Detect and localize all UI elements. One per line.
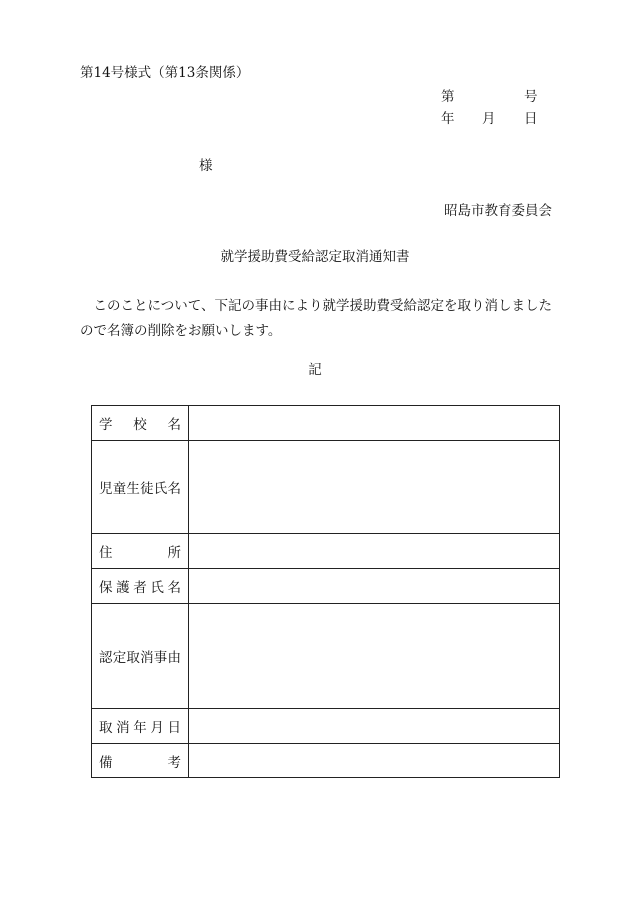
table-row-address	[92, 534, 560, 569]
label-char: 定	[112, 650, 127, 666]
label-char: 月	[150, 720, 164, 736]
table-row-cancel-date	[92, 709, 560, 744]
label-char: 住	[99, 545, 113, 561]
addressee-honorific: 様	[199, 158, 213, 174]
label-char: 備	[99, 754, 113, 771]
document-number-prefix: 第	[441, 89, 455, 105]
label-char: 考	[167, 754, 181, 771]
label-cancel-reason	[92, 604, 189, 709]
label-char: 事	[153, 650, 168, 666]
label-char: 氏	[153, 481, 168, 497]
body-text: このことについて、下記の事由により就学援助費受給認定を取り消しましたので名簿の削除をお願いします。	[80, 298, 552, 339]
label-remarks	[92, 744, 189, 778]
label-char: 名	[167, 580, 181, 596]
table-row-student	[92, 441, 560, 534]
date-year-label: 年	[441, 111, 455, 127]
issuer-name: 昭島市教育委員会	[444, 203, 552, 219]
label-char: 護	[116, 580, 130, 596]
table-row-reason	[92, 604, 560, 709]
date-month-label: 月	[482, 111, 496, 127]
ki-label: 記	[308, 362, 322, 378]
label-char: 者	[133, 580, 147, 596]
label-chars	[99, 413, 181, 433]
value-school-name[interactable]	[189, 406, 560, 441]
label-char: 徒	[140, 481, 154, 497]
label-char: 生	[126, 481, 140, 497]
label-char: 由	[167, 650, 181, 666]
value-remarks[interactable]	[189, 744, 560, 778]
value-guardian-name[interactable]	[189, 569, 560, 604]
label-char: 氏	[150, 580, 164, 596]
label-cancel-date	[92, 709, 189, 744]
form-number: 第14号様式（第13条関係）	[80, 65, 250, 81]
label-char: 学	[99, 417, 113, 433]
value-cancel-date[interactable]	[189, 709, 560, 744]
label-address	[92, 534, 189, 569]
label-char: 児	[99, 481, 113, 497]
value-cancel-reason[interactable]	[189, 604, 560, 709]
document-number-suffix: 号	[524, 89, 538, 105]
label-char: 消	[140, 650, 154, 666]
value-address[interactable]	[189, 534, 560, 569]
table-row-school	[92, 406, 560, 441]
label-char: 童	[112, 481, 127, 497]
label-char: 所	[167, 545, 181, 561]
label-chars	[99, 646, 181, 666]
date-day-label: 日	[524, 111, 538, 127]
document-title: 就学援助費受給認定取消通知書	[220, 249, 410, 265]
info-table	[91, 405, 560, 778]
label-guardian-name	[92, 569, 189, 604]
label-chars	[99, 751, 181, 771]
label-student-name	[92, 441, 189, 534]
table-row-guardian	[92, 569, 560, 604]
label-char: 名	[167, 481, 181, 497]
label-chars	[99, 477, 181, 497]
value-student-name[interactable]	[189, 441, 560, 534]
label-chars	[99, 716, 181, 736]
label-char: 取	[126, 650, 140, 666]
label-char: 消	[116, 720, 130, 736]
label-school-name	[92, 406, 189, 441]
table-row-remarks	[92, 744, 560, 778]
label-char: 認	[99, 650, 113, 666]
label-char: 年	[133, 720, 147, 736]
label-chars	[99, 541, 181, 561]
label-char: 取	[99, 720, 113, 736]
label-char: 名	[167, 417, 181, 433]
label-char: 保	[99, 580, 113, 596]
label-char: 日	[167, 720, 181, 736]
label-chars	[99, 576, 181, 596]
label-char: 校	[133, 417, 147, 433]
